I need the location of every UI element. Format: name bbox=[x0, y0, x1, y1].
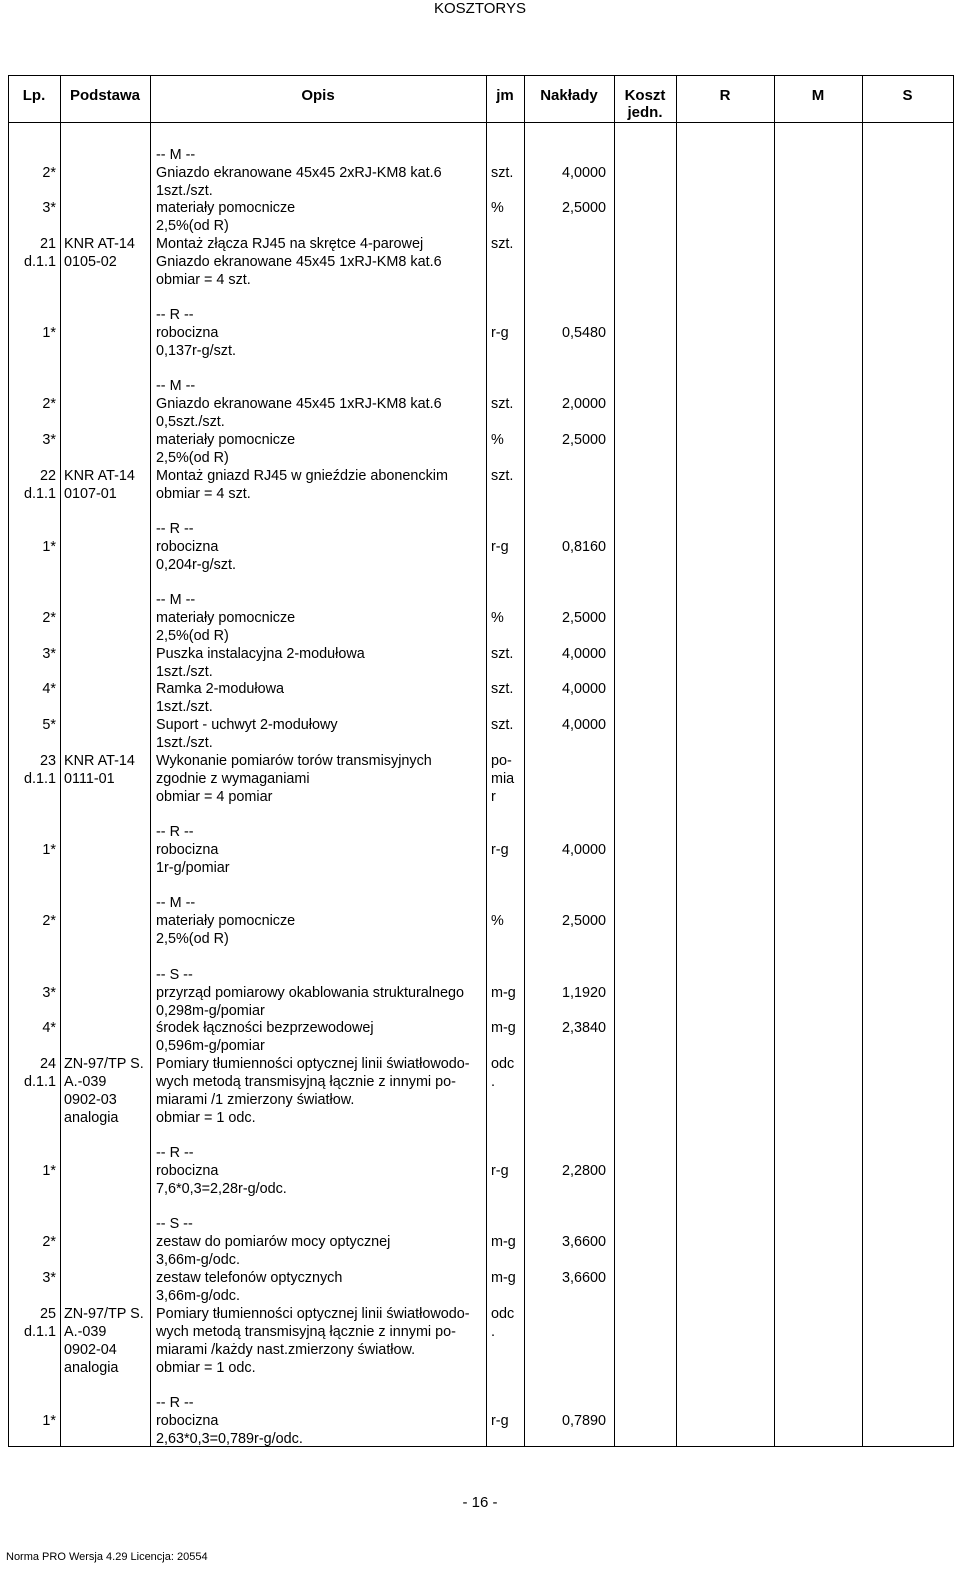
row-opis: robocizna bbox=[156, 1413, 219, 1429]
row-opis: 7,6*0,3=2,28r-g/odc. bbox=[156, 1181, 287, 1197]
row-opis: zestaw do pomiarów mocy optycznej bbox=[156, 1234, 391, 1250]
row-opis: materiały pomocnicze bbox=[156, 610, 296, 626]
row-jm: szt. bbox=[491, 681, 514, 697]
row-opis: zestaw telefonów optycznych bbox=[156, 1270, 343, 1286]
row-jm: odc bbox=[491, 1056, 515, 1072]
row-lp: 3* bbox=[42, 646, 56, 662]
row-opis: Montaż złącza RJ45 na skrętce 4-parowej bbox=[156, 236, 424, 252]
row-lp: 3* bbox=[42, 1270, 56, 1286]
row-opis: 1szt./szt. bbox=[156, 699, 213, 715]
row-jm: szt. bbox=[491, 717, 514, 733]
row-jm: % bbox=[491, 432, 504, 448]
row-opis: obmiar = 4 szt. bbox=[156, 486, 251, 502]
row-opis: -- M -- bbox=[156, 378, 196, 394]
row-opis: Suport - uchwyt 2-modułowy bbox=[156, 717, 338, 733]
row-lp: 4* bbox=[42, 1020, 56, 1036]
row-opis: -- R -- bbox=[156, 1145, 194, 1161]
row-opis: -- S -- bbox=[156, 967, 193, 983]
footnote: Norma PRO Wersja 4.29 Licencja: 20554 bbox=[6, 1551, 208, 1563]
row-jm: odc bbox=[491, 1306, 515, 1322]
row-naklady: 2,3840 bbox=[561, 1020, 606, 1036]
row-opis: -- R -- bbox=[156, 824, 194, 840]
row-lp: 2* bbox=[42, 1234, 56, 1250]
row-opis: Wykonanie pomiarów torów transmisyjnych bbox=[156, 753, 432, 769]
table-bottom bbox=[8, 1446, 954, 1447]
row-lp: 2* bbox=[42, 165, 56, 181]
row-lp: 24 bbox=[39, 1056, 56, 1072]
row-opis: Puszka instalacyjna 2-modułowa bbox=[156, 646, 365, 662]
row-opis: Gniazdo ekranowane 45x45 1xRJ-KM8 kat.6 bbox=[156, 396, 442, 412]
row-opis: -- R -- bbox=[156, 307, 194, 323]
row-naklady: 2,5000 bbox=[561, 200, 606, 216]
row-podstawa: A.-039 bbox=[64, 1324, 107, 1340]
row-opis: Gniazdo ekranowane 45x45 1xRJ-KM8 kat.6 bbox=[156, 254, 442, 270]
row-naklady: 0,5480 bbox=[561, 325, 606, 341]
row-opis: materiały pomocnicze bbox=[156, 913, 296, 929]
row-lp: d.1.1 bbox=[23, 486, 56, 502]
header-naklady: Nakłady bbox=[540, 87, 598, 104]
row-lp: 2* bbox=[42, 610, 56, 626]
row-jm: m-g bbox=[491, 985, 516, 1001]
row-jm: . bbox=[491, 1074, 495, 1090]
row-opis: robocizna bbox=[156, 325, 219, 341]
row-opis: materiały pomocnicze bbox=[156, 432, 296, 448]
row-opis: obmiar = 1 odc. bbox=[156, 1360, 256, 1376]
row-lp: d.1.1 bbox=[23, 1074, 56, 1090]
row-jm: szt. bbox=[491, 165, 514, 181]
row-podstawa: A.-039 bbox=[64, 1074, 107, 1090]
row-lp: 25 bbox=[39, 1306, 56, 1322]
row-jm: r-g bbox=[491, 539, 509, 555]
row-lp: 2* bbox=[42, 396, 56, 412]
row-naklady: 3,6600 bbox=[561, 1270, 606, 1286]
row-naklady: 3,6600 bbox=[561, 1234, 606, 1250]
row-lp: 2* bbox=[42, 913, 56, 929]
row-opis: -- S -- bbox=[156, 1216, 193, 1232]
row-naklady: 4,0000 bbox=[561, 646, 606, 662]
row-naklady: 4,0000 bbox=[561, 681, 606, 697]
col-line bbox=[60, 75, 61, 1447]
row-lp: 1* bbox=[42, 1413, 56, 1429]
row-jm: mia bbox=[491, 771, 515, 787]
header-koszt-line2: jedn. bbox=[627, 104, 663, 121]
row-opis: obmiar = 1 odc. bbox=[156, 1110, 256, 1126]
row-opis: -- R -- bbox=[156, 521, 194, 537]
row-opis: miarami /każdy nast.zmierzony światłow. bbox=[156, 1342, 416, 1358]
row-opis: obmiar = 4 szt. bbox=[156, 272, 251, 288]
row-jm: % bbox=[491, 913, 504, 929]
row-jm: m-g bbox=[491, 1234, 516, 1250]
header-r: R bbox=[719, 87, 731, 104]
row-opis: Pomiary tłumienności optycznej linii światłowodo- bbox=[156, 1056, 470, 1072]
col-line bbox=[953, 75, 954, 1447]
row-lp: 22 bbox=[39, 468, 56, 484]
row-naklady: 0,8160 bbox=[561, 539, 606, 555]
row-jm: szt. bbox=[491, 468, 514, 484]
page-title: KOSZTORYS bbox=[434, 0, 526, 17]
row-opis: obmiar = 4 pomiar bbox=[156, 789, 273, 805]
row-naklady: 4,0000 bbox=[561, 165, 606, 181]
row-lp: 1* bbox=[42, 539, 56, 555]
row-opis: wych metodą transmisyjną łącznie z innymi po- bbox=[156, 1324, 456, 1340]
col-line bbox=[150, 75, 151, 1447]
header-koszt bbox=[614, 87, 676, 121]
row-jm: . bbox=[491, 1324, 495, 1340]
row-opis: 0,596m-g/pomiar bbox=[156, 1038, 265, 1054]
row-naklady: 2,5000 bbox=[561, 432, 606, 448]
row-opis: przyrząd pomiarowy okablowania strukturalnego bbox=[156, 985, 464, 1001]
row-opis: 3,66m-g/odc. bbox=[156, 1252, 240, 1268]
row-opis: wych metodą transmisyjną łącznie z innymi po- bbox=[156, 1074, 456, 1090]
row-podstawa: KNR AT-14 bbox=[64, 753, 135, 769]
row-jm: po- bbox=[491, 753, 512, 769]
header-s: S bbox=[902, 87, 913, 104]
row-opis: robocizna bbox=[156, 842, 219, 858]
row-jm: r-g bbox=[491, 325, 509, 341]
row-jm: r-g bbox=[491, 842, 509, 858]
row-lp: d.1.1 bbox=[23, 771, 56, 787]
row-podstawa: KNR AT-14 bbox=[64, 468, 135, 484]
row-naklady: 2,0000 bbox=[561, 396, 606, 412]
row-jm: % bbox=[491, 200, 504, 216]
row-opis: Montaż gniazd RJ45 w gnieździe abonenckim bbox=[156, 468, 448, 484]
row-jm: % bbox=[491, 610, 504, 626]
row-opis: miarami /1 zmierzony światłow. bbox=[156, 1092, 355, 1108]
header-lp: Lp. bbox=[22, 87, 46, 104]
row-lp: 3* bbox=[42, 200, 56, 216]
row-jm: r bbox=[491, 789, 496, 805]
header-jm: jm bbox=[496, 87, 514, 104]
row-podstawa: ZN-97/TP S. bbox=[64, 1306, 144, 1322]
row-opis: Gniazdo ekranowane 45x45 2xRJ-KM8 kat.6 bbox=[156, 165, 442, 181]
row-naklady: 2,2800 bbox=[561, 1163, 606, 1179]
row-lp: 23 bbox=[39, 753, 56, 769]
row-opis: 0,204r-g/szt. bbox=[156, 557, 236, 573]
row-opis: 3,66m-g/odc. bbox=[156, 1288, 240, 1304]
row-opis: 1r-g/pomiar bbox=[156, 860, 230, 876]
header-m: M bbox=[811, 87, 825, 104]
row-lp: 1* bbox=[42, 1163, 56, 1179]
row-podstawa: 0105-02 bbox=[64, 254, 117, 270]
col-line bbox=[862, 75, 863, 1447]
row-podstawa: analogia bbox=[64, 1110, 119, 1126]
row-opis: 1szt./szt. bbox=[156, 183, 213, 199]
row-podstawa: 0107-01 bbox=[64, 486, 117, 502]
row-lp: 1* bbox=[42, 842, 56, 858]
row-opis: 0,137r-g/szt. bbox=[156, 343, 236, 359]
row-naklady: 1,1920 bbox=[561, 985, 606, 1001]
row-lp: 3* bbox=[42, 985, 56, 1001]
header-koszt-line1: Koszt bbox=[624, 87, 666, 104]
col-line bbox=[676, 75, 677, 1447]
row-lp: d.1.1 bbox=[23, 1324, 56, 1340]
col-line bbox=[486, 75, 487, 1447]
row-opis: 1szt./szt. bbox=[156, 664, 213, 680]
row-naklady: 2,5000 bbox=[561, 610, 606, 626]
row-opis: robocizna bbox=[156, 539, 219, 555]
row-opis: 0,298m-g/pomiar bbox=[156, 1003, 265, 1019]
row-jm: szt. bbox=[491, 646, 514, 662]
row-lp: 21 bbox=[39, 236, 56, 252]
row-jm: m-g bbox=[491, 1020, 516, 1036]
row-naklady: 4,0000 bbox=[561, 842, 606, 858]
row-jm: szt. bbox=[491, 396, 514, 412]
row-opis: 2,63*0,3=0,789r-g/odc. bbox=[156, 1431, 303, 1447]
row-opis: Ramka 2-modułowa bbox=[156, 681, 284, 697]
row-lp: 3* bbox=[42, 432, 56, 448]
row-opis: -- M -- bbox=[156, 147, 196, 163]
row-lp: 4* bbox=[42, 681, 56, 697]
row-lp: 1* bbox=[42, 325, 56, 341]
row-lp: d.1.1 bbox=[23, 254, 56, 270]
row-opis: 2,5%(od R) bbox=[156, 628, 229, 644]
row-jm: r-g bbox=[491, 1163, 509, 1179]
row-opis: materiały pomocnicze bbox=[156, 200, 296, 216]
row-opis: robocizna bbox=[156, 1163, 219, 1179]
row-podstawa: ZN-97/TP S. bbox=[64, 1056, 144, 1072]
row-jm: szt. bbox=[491, 236, 514, 252]
page-number: - 16 - bbox=[462, 1494, 498, 1511]
row-opis: Pomiary tłumienności optycznej linii światłowodo- bbox=[156, 1306, 470, 1322]
row-jm: r-g bbox=[491, 1413, 509, 1429]
row-opis: 2,5%(od R) bbox=[156, 218, 229, 234]
row-lp: 5* bbox=[42, 717, 56, 733]
row-opis: zgodnie z wymaganiami bbox=[156, 771, 310, 787]
row-opis: 0,5szt./szt. bbox=[156, 414, 225, 430]
row-opis: 1szt./szt. bbox=[156, 735, 213, 751]
row-podstawa: 0902-03 bbox=[64, 1092, 117, 1108]
row-opis: środek łączności bezprzewodowej bbox=[156, 1020, 374, 1036]
row-naklady: 4,0000 bbox=[561, 717, 606, 733]
row-podstawa: 0111-01 bbox=[64, 771, 115, 787]
col-line bbox=[774, 75, 775, 1447]
row-opis: -- R -- bbox=[156, 1395, 194, 1411]
col-line bbox=[614, 75, 615, 1447]
row-naklady: 0,7890 bbox=[561, 1413, 606, 1429]
header-opis: Opis bbox=[301, 87, 335, 104]
row-podstawa: 0902-04 bbox=[64, 1342, 117, 1358]
row-opis: -- M -- bbox=[156, 895, 196, 911]
row-opis: 2,5%(od R) bbox=[156, 931, 229, 947]
row-naklady: 2,5000 bbox=[561, 913, 606, 929]
row-jm: m-g bbox=[491, 1270, 516, 1286]
header-podstawa: Podstawa bbox=[69, 87, 141, 104]
row-opis: -- M -- bbox=[156, 592, 196, 608]
row-podstawa: KNR AT-14 bbox=[64, 236, 135, 252]
row-podstawa: analogia bbox=[64, 1360, 119, 1376]
row-opis: 2,5%(od R) bbox=[156, 450, 229, 466]
